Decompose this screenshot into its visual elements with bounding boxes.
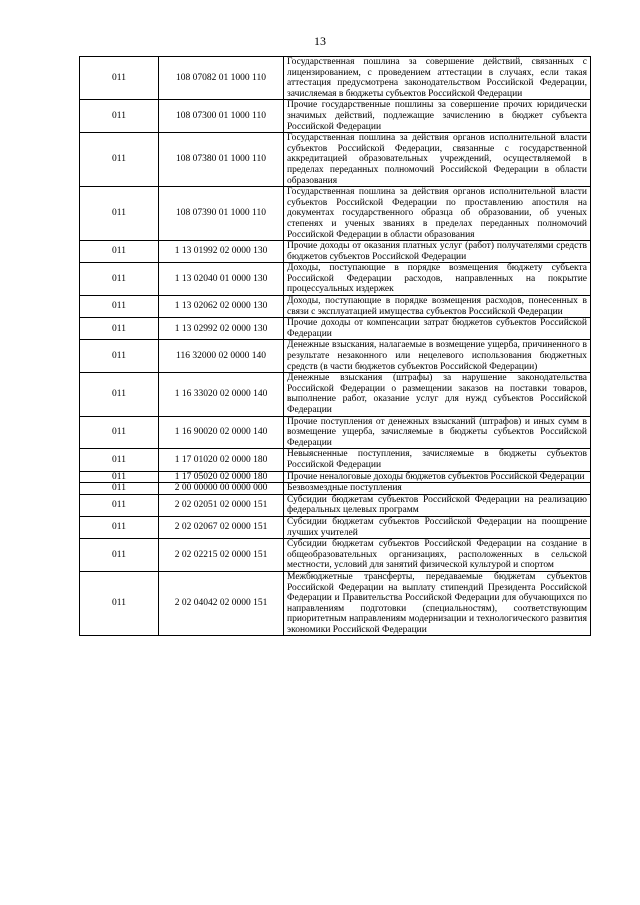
admin-code-cell: 011 bbox=[80, 241, 159, 263]
revenue-code-cell: 1 16 90020 02 0000 140 bbox=[159, 416, 284, 449]
table-row bbox=[80, 57, 591, 100]
table-row bbox=[80, 416, 591, 449]
admin-code-cell: 011 bbox=[80, 296, 159, 318]
description-cell: Государственная пошлина за совершение действий, связанных с лицензированием, с проведением аттестации в случаях, если такая аттестация предусмотрена законодательством Российской Федерации, зачисляемая в бюджеты субъектов Российской Федерации bbox=[284, 57, 591, 100]
revenue-code-cell: 108 07300 01 1000 110 bbox=[159, 100, 284, 133]
revenue-code-cell: 108 07082 01 1000 110 bbox=[159, 57, 284, 100]
description-cell: Прочие доходы от оказания платных услуг (работ) получателями средств бюджетов субъектов Российской Федерации bbox=[284, 241, 591, 263]
revenue-code-cell: 2 02 02067 02 0000 151 bbox=[159, 516, 284, 538]
admin-code-cell: 011 bbox=[80, 571, 159, 636]
admin-code-cell: 011 bbox=[80, 187, 159, 241]
admin-code-cell: 011 bbox=[80, 340, 159, 373]
description-cell: Прочие государственные пошлины за совершение прочих юридически значимых действий, подлежащие зачислению в бюджет субъекта Российской Федерации bbox=[284, 100, 591, 133]
revenue-code-cell: 116 32000 02 0000 140 bbox=[159, 340, 284, 373]
description-cell: Прочие неналоговые доходы бюджетов субъектов Российской Федерации bbox=[284, 471, 591, 483]
revenue-code-cell: 2 00 00000 00 0000 000 bbox=[159, 483, 284, 495]
table-row bbox=[80, 318, 591, 340]
table-row bbox=[80, 187, 591, 241]
revenue-code-cell: 1 13 02040 01 0000 130 bbox=[159, 263, 284, 296]
table-row bbox=[80, 449, 591, 471]
revenue-code-cell: 1 13 02992 02 0000 130 bbox=[159, 318, 284, 340]
admin-code-cell: 011 bbox=[80, 494, 159, 516]
table-row bbox=[80, 373, 591, 416]
table-row bbox=[80, 539, 591, 572]
table-row bbox=[80, 133, 591, 187]
table-row bbox=[80, 494, 591, 516]
admin-code-cell: 011 bbox=[80, 539, 159, 572]
revenue-code-cell: 2 02 02051 02 0000 151 bbox=[159, 494, 284, 516]
admin-code-cell: 011 bbox=[80, 471, 159, 483]
admin-code-cell: 011 bbox=[80, 318, 159, 340]
revenue-code-cell: 1 17 05020 02 0000 180 bbox=[159, 471, 284, 483]
page-number: 13 bbox=[314, 34, 326, 48]
description-cell: Доходы, поступающие в порядке возмещения расходов, понесенных в связи с эксплуатацией имущества субъектов Российской Федерации bbox=[284, 296, 591, 318]
table-body bbox=[80, 57, 591, 636]
description-cell: Субсидии бюджетам субъектов Российской Федерации на создание в общеобразовательных организациях, расположенных в сельской местности, условий для занятий физической культурой и спортом bbox=[284, 539, 591, 572]
admin-code-cell: 011 bbox=[80, 416, 159, 449]
table-row bbox=[80, 516, 591, 538]
description-cell: Безвозмездные поступления bbox=[284, 483, 591, 495]
description-cell: Государственная пошлина за действия органов исполнительной власти субъектов Российской Федерации по проставлению апостиля на документах государственного образца об образовании, об ученых степенях и ученых званиях в пределах переданных полномочий Российской Федерации в области образования bbox=[284, 187, 591, 241]
description-cell: Прочие поступления от денежных взысканий (штрафов) и иных сумм в возмещение ущерба, зачисляемые в бюджеты субъектов Российской Федерации bbox=[284, 416, 591, 449]
description-cell: Невыясненные поступления, зачисляемые в бюджеты субъектов Российской Федерации bbox=[284, 449, 591, 471]
admin-code-cell: 011 bbox=[80, 516, 159, 538]
admin-code-cell: 011 bbox=[80, 57, 159, 100]
admin-code-cell: 011 bbox=[80, 483, 159, 495]
table-row bbox=[80, 483, 591, 495]
revenue-code-cell: 1 13 02062 02 0000 130 bbox=[159, 296, 284, 318]
revenue-code-cell: 2 02 04042 02 0000 151 bbox=[159, 571, 284, 636]
admin-code-cell: 011 bbox=[80, 449, 159, 471]
table-row bbox=[80, 100, 591, 133]
revenue-code-cell: 2 02 02215 02 0000 151 bbox=[159, 539, 284, 572]
admin-code-cell: 011 bbox=[80, 133, 159, 187]
description-cell: Субсидии бюджетам субъектов Российской Федерации на реализацию федеральных целевых программ bbox=[284, 494, 591, 516]
admin-code-cell: 011 bbox=[80, 263, 159, 296]
description-cell: Денежные взыскания (штрафы) за нарушение законодательства Российской Федерации о размещении заказов на поставки товаров, выполнение работ, оказание услуг для нужд субъектов Российской Федерации bbox=[284, 373, 591, 416]
description-cell: Доходы, поступающие в порядке возмещения бюджету субъекта Российской Федерации расходов, направленных на покрытие процессуальных издержек bbox=[284, 263, 591, 296]
description-cell: Прочие доходы от компенсации затрат бюджетов субъектов Российской Федерации bbox=[284, 318, 591, 340]
revenue-code-cell: 1 13 01992 02 0000 130 bbox=[159, 241, 284, 263]
revenue-code-cell: 1 17 01020 02 0000 180 bbox=[159, 449, 284, 471]
table-row bbox=[80, 340, 591, 373]
description-cell: Государственная пошлина за действия органов исполнительной власти субъектов Российской Федерации, связанные с государственной аккредитацией образовательных учреждений, осуществляемой в пределах переданных полномочий Российской Федерации в области образования bbox=[284, 133, 591, 187]
description-cell: Межбюджетные трансферты, передаваемые бюджетам субъектов Российской Федерации на выплату стипендий Президента Российской Федерации и Правительства Российской Федерации для обучающихся по направлениям подготовки (специальностям), соответствующим приоритетным направлениям модернизации и технологического развития экономики Российской Федерации bbox=[284, 571, 591, 636]
revenue-codes-table bbox=[79, 56, 591, 636]
revenue-code-cell: 1 16 33020 02 0000 140 bbox=[159, 373, 284, 416]
description-cell: Субсидии бюджетам субъектов Российской Федерации на поощрение лучших учителей bbox=[284, 516, 591, 538]
table-row bbox=[80, 571, 591, 636]
revenue-code-cell: 108 07380 01 1000 110 bbox=[159, 133, 284, 187]
admin-code-cell: 011 bbox=[80, 100, 159, 133]
description-cell: Денежные взыскания, налагаемые в возмещение ущерба, причиненного в результате незаконного или нецелевого использования бюджетных средств (в части бюджетов субъектов Российской Федерации) bbox=[284, 340, 591, 373]
revenue-code-cell: 108 07390 01 1000 110 bbox=[159, 187, 284, 241]
table-row bbox=[80, 241, 591, 263]
table-row bbox=[80, 471, 591, 483]
table-row bbox=[80, 296, 591, 318]
admin-code-cell: 011 bbox=[80, 373, 159, 416]
table-row bbox=[80, 263, 591, 296]
